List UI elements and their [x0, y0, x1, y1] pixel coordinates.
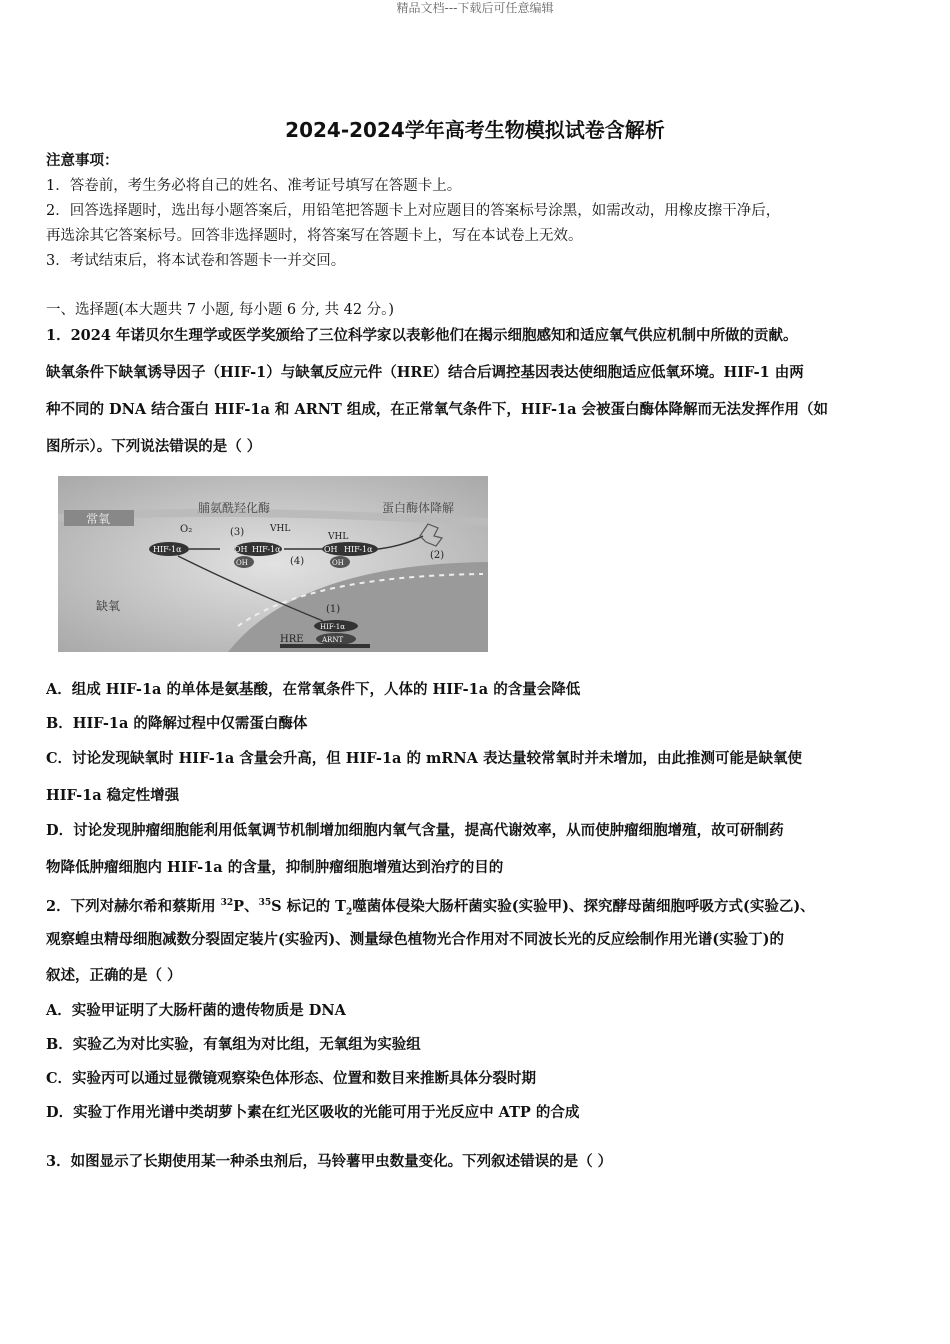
q1-option-b: B．HIF-1a 的降解过程中仅需蛋白酶体 [46, 715, 308, 732]
step-1-label: (1) [326, 604, 341, 615]
page-title: 2024-2024学年高考生物模拟试卷含解析 [285, 118, 665, 142]
q2-text-d: 噬菌体侵染大肠杆菌实验(实验甲)、探究酵母菌细胞呼吸方式(实验乙)、 [352, 897, 815, 915]
hif-label-4: HIF-1α [320, 623, 345, 631]
q2-option-b: B．实验乙为对比实验，有氧组为对比组，无氧组为实验组 [46, 1036, 421, 1053]
q2-sub-2: 2 [345, 907, 353, 918]
q2-text-c: S 标记的 T [271, 897, 346, 915]
oh-label-1: OH [234, 545, 248, 554]
q2-sup-32: 32 [220, 898, 234, 908]
q1-option-d: D．讨论发现肿瘤细胞能利用低氧调节机制增加细胞内氧气含量，提高代谢效率，从而使肿瘤细胞增殖，故可研制药 [46, 822, 784, 839]
q2-text-b: P、 [233, 897, 259, 915]
step-2-label: (2) [430, 550, 445, 561]
note-1: 1．答卷前，考生务必将自己的姓名、准考证号填写在答题卡上。 [46, 178, 462, 194]
oh-label-2: OH [236, 559, 248, 567]
note-2-cont: 再选涂其它答案标号。回答非选择题时，将答案写在答题卡上，写在本试卷上无效。 [46, 228, 583, 244]
hif-label-3: HIF-1α [344, 545, 373, 554]
q3-line: 3．如图显示了长期使用某一种杀虫剂后，马铃薯甲虫数量变化。下列叙述错误的是（ ） [46, 1153, 613, 1170]
oh-label-3: OH [324, 545, 338, 554]
q2-line-1 [46, 893, 906, 923]
q1-option-a: A．组成 HIF-1a 的单体是氨基酸，在常氧条件下，人体的 HIF-1a 的含量会降低 [46, 681, 581, 698]
header-watermark: 精品文档---下载后可任意编辑 [396, 1, 554, 15]
hypoxia-label: 缺氧 [96, 599, 121, 613]
q1-option-c-cont: HIF-1a 稳定性增强 [46, 787, 180, 804]
normal-oxygen-label: 常氧 [86, 512, 111, 526]
note-2: 2．回答选择题时，选出每小题答案后，用铅笔把答题卡上对应题目的答案标号涂黑，如需改动，用橡皮擦干净后， [46, 203, 781, 219]
section-heading: 一、选择题(本大题共 7 小题, 每小题 6 分, 共 42 分。) [46, 302, 395, 318]
o2-label: O₂ [180, 524, 193, 535]
step-4-label: (4) [290, 556, 305, 567]
hif-label-1: HIF-1α [153, 545, 182, 554]
vhl-label-1: VHL [270, 524, 291, 534]
hif-label-2: HIF-1α [252, 545, 281, 554]
degrade-label: 蛋白酶体降解 [382, 501, 455, 515]
q1-option-d-cont: 物降低肿瘤细胞内 HIF-1a 的含量，抑制肿瘤细胞增殖达到治疗的目的 [46, 859, 504, 876]
q1-line-1: 1．2024 年诺贝尔生理学或医学奖颁给了三位科学家以表彰他们在揭示细胞感知和适应氧气供应机制中所做的贡献。 [46, 327, 798, 344]
q2-option-d: D．实验丁作用光谱中类胡萝卜素在红光区吸收的光能可用于光反应中 ATP 的合成 [46, 1104, 580, 1121]
q1-line-3: 种不同的 DNA 结合蛋白 HIF-1a 和 ARNT 组成，在正常氧气条件下，HIF-1a 会被蛋白酶体降解而无法发挥作用（如 [46, 401, 829, 418]
vhl-label-2: VHL [328, 532, 349, 542]
enzyme-label: 脯氨酰羟化酶 [198, 501, 271, 515]
hre-label: HRE [280, 634, 304, 645]
q1-line-4: 图所示）。下列说法错误的是（ ） [46, 438, 262, 455]
step-3-label: (3) [230, 527, 245, 538]
arnt-label: ARNT [322, 636, 344, 644]
q2-sup-35: 35 [258, 898, 272, 908]
q2-option-a: A．实验甲证明了大肠杆菌的遗传物质是 DNA [46, 1002, 346, 1019]
q2-line-3: 叙述，正确的是（ ） [46, 967, 182, 984]
q1-figure [58, 476, 488, 652]
oh-label-4: OH [332, 559, 344, 567]
q1-line-2: 缺氧条件下缺氧诱导因子（HIF-1）与缺氧反应元件（HRE）结合后调控基因表达使细胞适应低氧环境。HIF-1 由两 [46, 364, 804, 381]
q2-text-a: 2．下列对赫尔希和蔡斯用 [46, 897, 221, 915]
notes-heading: 注意事项： [46, 152, 119, 169]
q2-line-2: 观察蝗虫精母细胞减数分裂固定装片(实验丙)、测量绿色植物光合作用对不同波长光的反应绘制作用光谱(实验丁)的 [46, 931, 784, 948]
q1-option-c: C．讨论发现缺氧时 HIF-1a 含量会升高，但 HIF-1a 的 mRNA 表达量较常氧时并未增加，由此推测可能是缺氧使 [46, 750, 802, 767]
note-3: 3．考试结束后，将本试卷和答题卡一并交回。 [46, 253, 346, 269]
q2-option-c: C．实验丙可以通过显微镜观察染色体形态、位置和数目来推断具体分裂时期 [46, 1070, 537, 1087]
